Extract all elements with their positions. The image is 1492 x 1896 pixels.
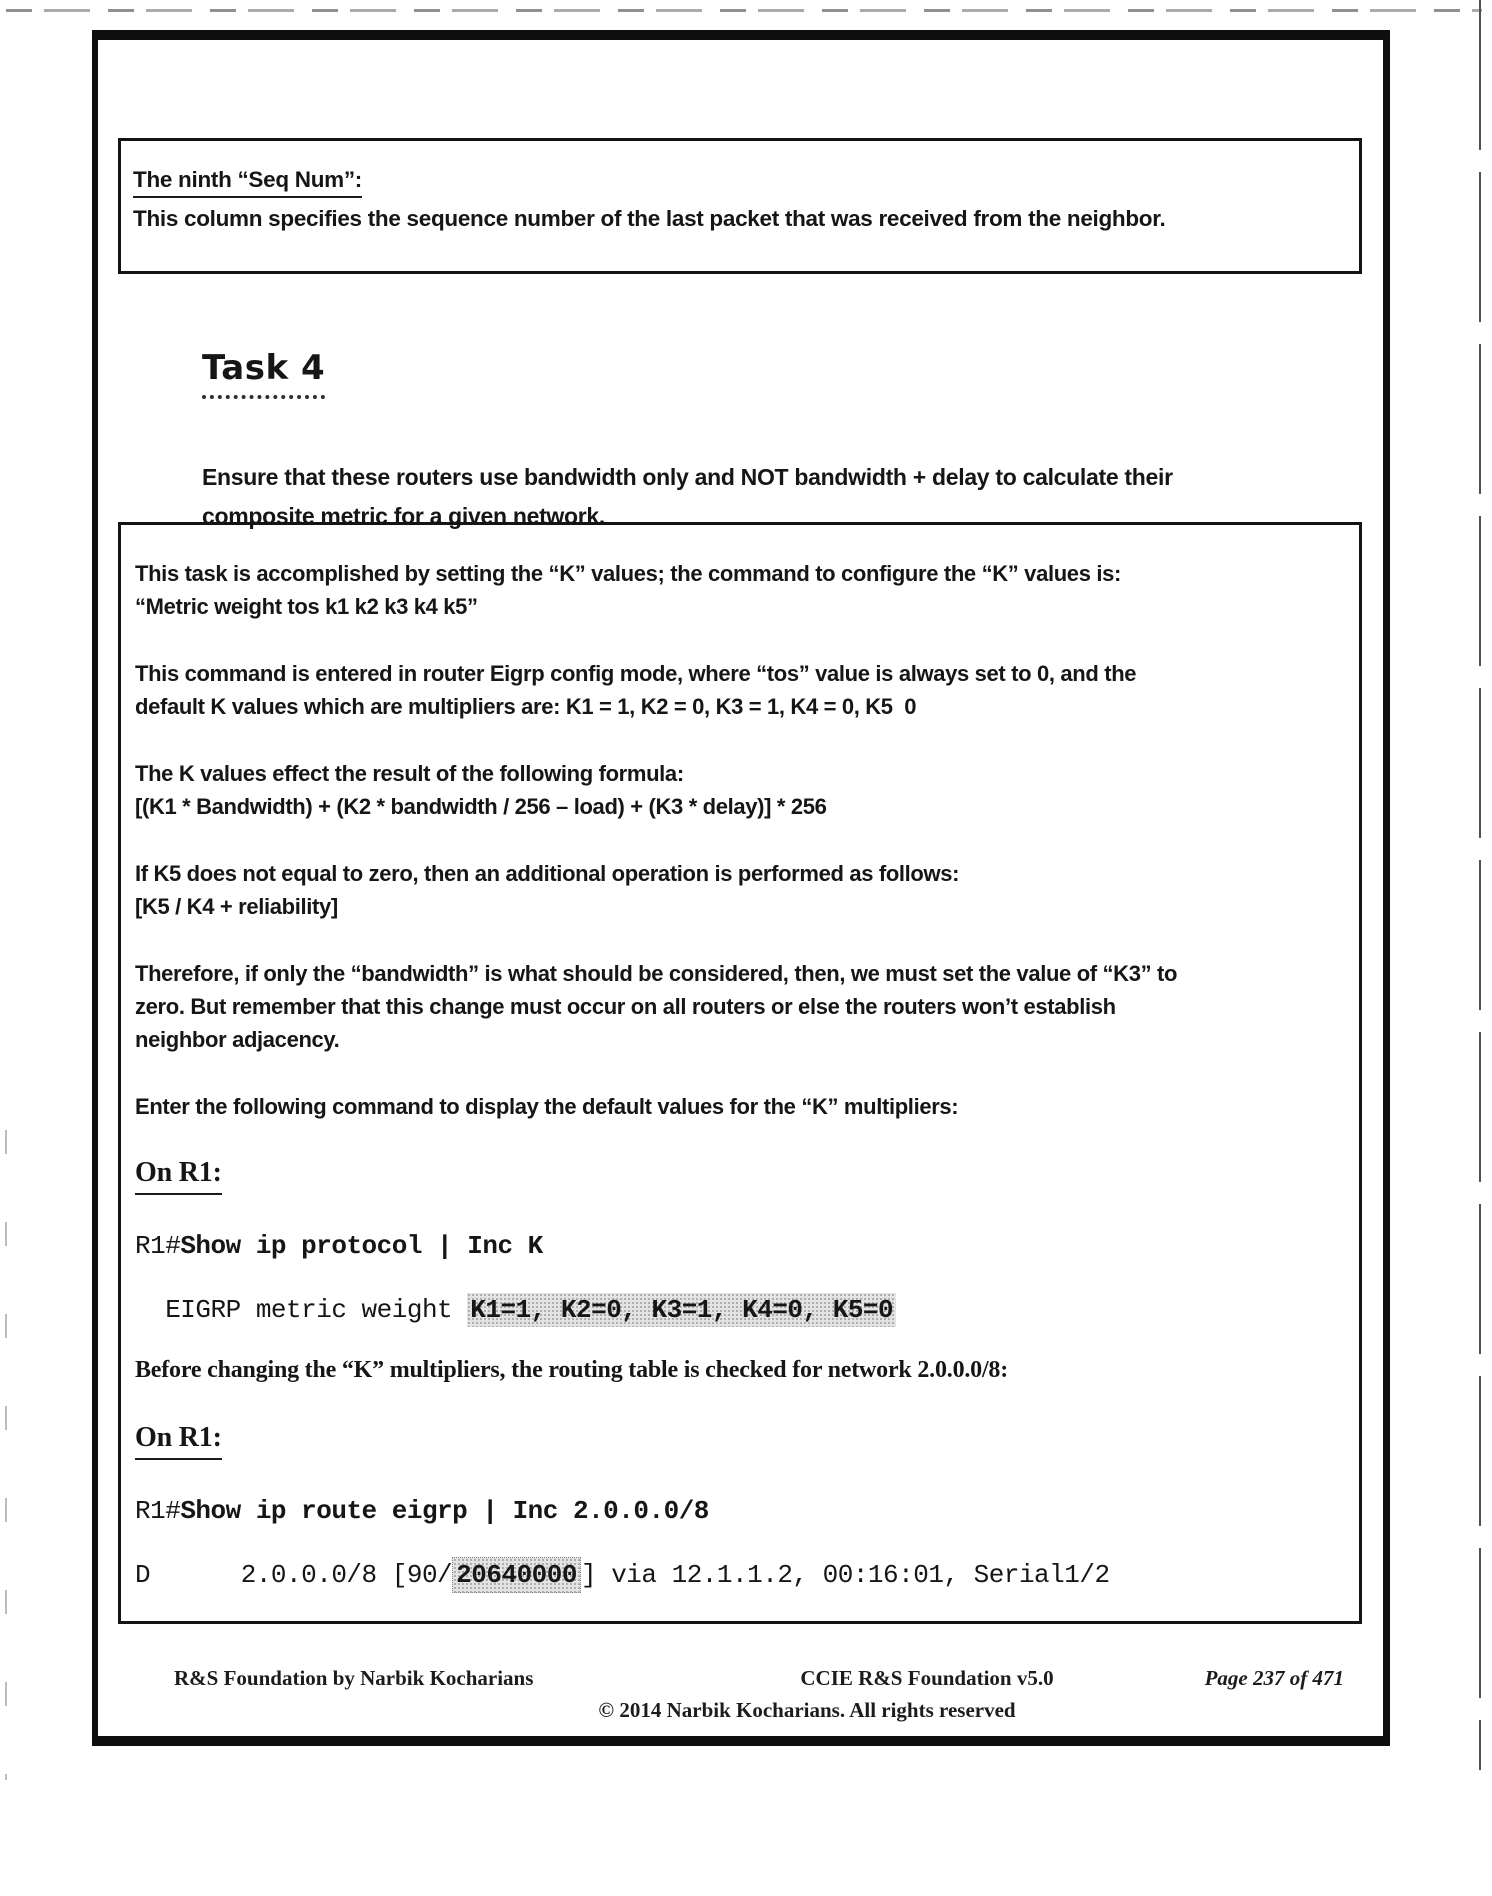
scan-artifact-right-edge [1479,0,1481,1770]
footer-course-title: CCIE R&S Foundation v5.0 [800,1666,1054,1690]
routing-table-note: Before changing the “K” multipliers, the routing table is checked for network 2.0.0.0/8: [135,1357,1009,1383]
cli-output-text: EIGRP metric weight [135,1295,468,1325]
cli-command-text: Show ip protocol | Inc K [180,1231,543,1261]
paragraph-k5-operation [135,857,1349,923]
text-line: If K5 does not equal to zero, then an additional operation is performed as follows: [135,861,960,886]
text-line: [K5 / K4 + reliability] [135,894,338,919]
scan-artifact-left-edge [5,1130,7,1780]
scan-artifact-top-edge [6,9,1482,12]
cli-output-text: ] via 12.1.1.2, 00:16:01, Serial1/2 [580,1560,1110,1590]
cli-command-show-ip-protocol [135,1229,1349,1263]
highlighted-metric-value: 20640000 [452,1557,581,1593]
page-border-frame [92,30,1390,1746]
text-line: The K values effect the result of the following formula: [135,761,684,786]
note-body: This column specifies the sequence number of the last packet that was received from the neighbor. [133,206,1166,231]
seq-num-note-box [118,138,1362,274]
highlighted-k-values: K1=1, K2=0, K3=1, K4=0, K5=0 [467,1293,896,1327]
explanation-box [118,522,1362,1624]
paragraph-formula [135,757,1349,823]
footer-author: R&S Foundation by Narbik Kocharians [174,1666,534,1690]
paragraph-config-mode [135,657,1349,723]
on-r1-heading-first: On R1: [135,1157,222,1195]
cli-output-route-entry [135,1558,1349,1592]
page-footer [154,1666,1350,1723]
paragraph-enter-command [135,1090,1349,1123]
text-line: This command is entered in router Eigrp config mode, where “tos” value is always set to 0, and the [135,661,1137,686]
text-line: Ensure that these routers use bandwidth only and NOT bandwidth + delay to calculate their [202,464,1173,490]
cli-output-eigrp-metric-weight [135,1293,1349,1327]
text-line: Enter the following command to display the default values for the “K” multipliers: [135,1094,959,1119]
text-line: default K values which are multipliers are: K1 = 1, K2 = 0, K3 = 1, K4 = 0, K5 0 [135,694,917,719]
cli-prompt: R1# [135,1231,181,1261]
paragraph-bandwidth-only [135,957,1349,1056]
text-line: [(K1 * Bandwidth) + (K2 * bandwidth / 256 – load) + (K3 * delay)] * 256 [135,794,827,819]
on-r1-heading-second: On R1: [135,1422,222,1460]
cli-output-text: D 2.0.0.0/8 [90/ [135,1560,453,1590]
text-line: composite metric for a given network. [202,503,606,529]
footer-page-number: Page 237 of 471 [1204,1666,1344,1690]
text-line: This task is accomplished by setting the “K” values; the command to configure the “K” values is: [135,561,1121,586]
cli-prompt: R1# [135,1496,181,1526]
paragraph-k-values-command [135,557,1349,623]
cli-command-text: Show ip route eigrp | Inc 2.0.0.0/8 [180,1496,709,1526]
note-heading: The ninth “Seq Num”: [133,167,362,198]
footer-row [154,1666,1350,1691]
text-line: zero. But remember that this change must occur on all routers or else the routers won’t establish [135,994,1116,1019]
text-line: neighbor adjacency. [135,1027,340,1052]
cli-command-show-ip-route [135,1494,1349,1528]
footer-copyright: © 2014 Narbik Kocharians. All rights reserved [598,1698,1016,1722]
text-line: Therefore, if only the “bandwidth” is what should be considered, then, we must set the value of “K3” to [135,961,1178,986]
text-line: “Metric weight tos k1 k2 k3 k4 k5” [135,594,478,619]
task-title: Task 4 [202,348,325,399]
